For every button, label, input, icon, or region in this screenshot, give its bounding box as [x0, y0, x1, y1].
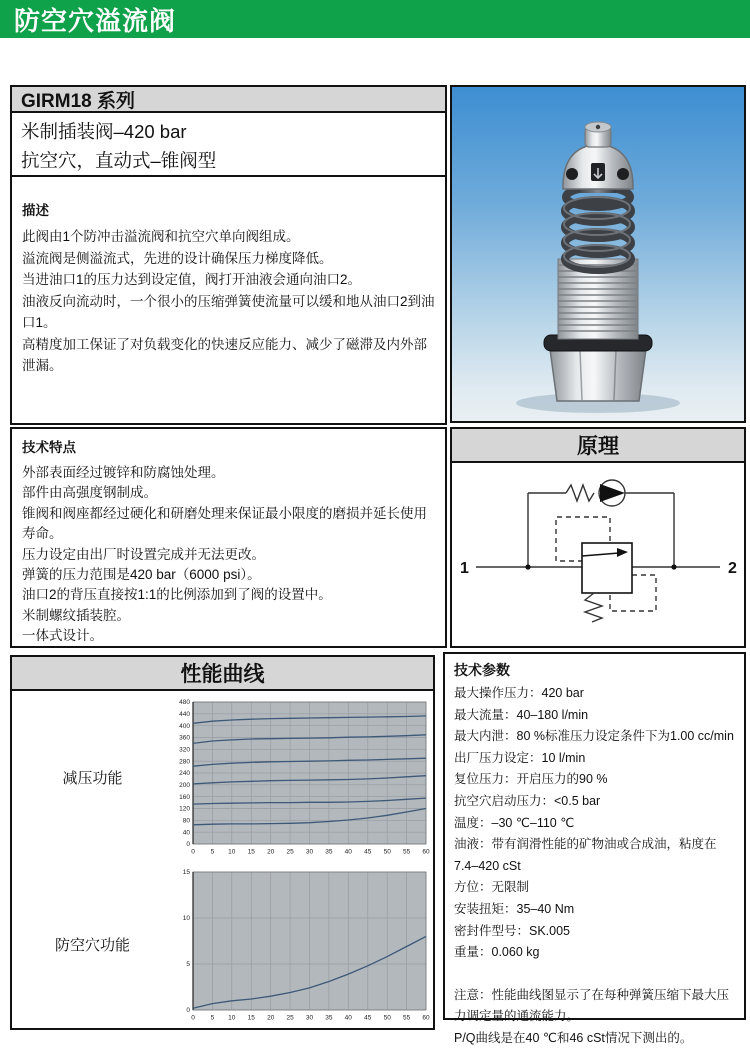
description-line: 此阀由1个防冲击溢流阀和抗空穴单向阀组成。	[22, 229, 300, 244]
parameters-box	[443, 652, 746, 1045]
features-lines	[22, 463, 435, 647]
svg-text:5: 5	[210, 1014, 215, 1021]
svg-text:0: 0	[186, 841, 190, 849]
svg-text:40: 40	[344, 848, 352, 856]
svg-text:45: 45	[364, 1014, 372, 1021]
series-title: GIRM18 系列	[21, 90, 136, 112]
subtitle-line-1: 米制插装阀–420 bar	[21, 121, 187, 142]
svg-text:60: 60	[422, 1014, 430, 1021]
anti-cavitation-chart	[173, 867, 429, 1023]
svg-text:50: 50	[383, 1014, 391, 1021]
svg-text:5: 5	[210, 848, 215, 856]
svg-text:30: 30	[305, 848, 314, 856]
svg-text:80: 80	[182, 817, 190, 825]
anticavitation-chart-row	[12, 863, 433, 1026]
svg-text:55: 55	[402, 848, 411, 856]
parameter-line: 出厂压力设定：10 l/min	[454, 750, 586, 765]
relief-chart-row	[12, 691, 433, 863]
svg-text:10: 10	[228, 1014, 236, 1021]
valve-product-photo	[452, 91, 744, 421]
svg-text:60: 60	[422, 848, 430, 856]
svg-text:0: 0	[191, 1014, 195, 1021]
features-line: 一体式设计。	[22, 628, 103, 644]
parameter-line: 油液：带有润滑性能的矿物油或合成油，粘度在7.4–420 cSt	[454, 837, 717, 873]
page-header-bar	[0, 0, 750, 38]
svg-text:40: 40	[182, 829, 190, 837]
parameter-line: 温度：–30 ℃–110 ℃	[454, 815, 575, 830]
svg-text:280: 280	[179, 758, 190, 766]
description-line: 溢流阀是侧溢流式，先进的设计确保压力梯度降低。	[22, 250, 333, 266]
product-photo-box	[450, 85, 746, 423]
features-line: 压力设定由出厂时设置完成并无法更改。	[22, 546, 265, 562]
performance-title: 性能曲线	[180, 663, 265, 686]
subtitle-line-2: 抗空穴，直动式–锥阀型	[21, 150, 217, 171]
features-line: 油口2的背压直接按1:1的比例添加到了阀的设置中。	[22, 587, 332, 603]
parameter-line: 复位压力：开启压力的90 %	[454, 772, 608, 787]
anticavitation-chart-label: 防空穴功能	[54, 937, 130, 954]
svg-text:15: 15	[247, 848, 255, 856]
note-line: P/Q曲线是在40 ℃和46 cSt情况下测出的。	[454, 1030, 693, 1045]
parameter-line: 抗空穴启动压力：<0.5 bar	[454, 793, 601, 808]
performance-header	[12, 657, 433, 691]
svg-text:360: 360	[179, 734, 190, 742]
parameters-heading: 技术参数	[454, 662, 510, 678]
note-line: 注意：性能曲线图显示了在每种弹簧压缩下最大压力调定量的通流能力。	[454, 987, 730, 1024]
svg-text:480: 480	[179, 699, 190, 707]
svg-text:35: 35	[325, 1014, 333, 1021]
port-2-label: 2	[728, 560, 737, 577]
features-line: 锥阀和阀座都经过硬化和研磨处理来保证最小限度的磨损并延长使用寿命。	[22, 505, 427, 542]
svg-text:40: 40	[344, 1014, 352, 1021]
features-box	[10, 427, 447, 648]
hex-nut	[550, 349, 646, 401]
parameter-line: 最大内泄：80 %标准压力设定条件下为1.00 cc/min	[454, 729, 734, 744]
svg-text:120: 120	[179, 805, 190, 813]
relief-chart-label: 减压功能	[62, 769, 123, 787]
features-line: 弹簧的压力范围是420 bar（6000 psi）。	[22, 567, 261, 583]
description-line: 油液反向流动时，一个很小的压缩弹簧使流量可以缓和地从油口2到油口1。	[22, 293, 435, 330]
svg-text:5: 5	[186, 960, 190, 968]
subtitle-box	[10, 111, 447, 177]
svg-text:15: 15	[182, 868, 190, 876]
parameter-line: 最大流量：40–180 l/min	[454, 707, 589, 722]
principle-box	[450, 427, 746, 648]
description-line: 当进油口1的压力达到设定值，阀打开油液会通向油口2。	[22, 272, 362, 287]
description-heading: 描述	[22, 203, 49, 218]
svg-text:15: 15	[247, 1014, 255, 1021]
description-box	[10, 175, 447, 425]
note-lines	[454, 985, 735, 1050]
features-heading: 技术特点	[22, 440, 76, 455]
page-title: 防空穴溢流阀	[14, 5, 177, 36]
svg-text:30: 30	[305, 1014, 314, 1021]
port-1-label: 1	[460, 560, 469, 577]
parameter-line: 安装扭矩：35–40 Nm	[454, 901, 575, 916]
svg-text:25: 25	[286, 848, 294, 856]
description-line: 高精度加工保证了对负载变化的快速反应能力、减少了磁滞及内外部泄漏。	[22, 336, 427, 373]
features-line: 部件由高强度钢制成。	[22, 485, 157, 501]
parameter-line: 重量：0.060 kg	[454, 945, 540, 960]
principle-title: 原理	[577, 435, 619, 458]
svg-text:45: 45	[364, 848, 372, 856]
series-header-box	[10, 85, 447, 113]
parameter-line: 方位：无限制	[454, 880, 530, 895]
parameters-lines	[454, 683, 735, 964]
svg-text:200: 200	[179, 782, 190, 789]
svg-text:160: 160	[179, 793, 190, 801]
svg-text:10: 10	[182, 914, 190, 922]
hydraulic-schematic	[452, 463, 744, 646]
principle-header	[452, 429, 744, 463]
check-valve-arrow	[600, 484, 625, 502]
svg-text:400: 400	[179, 722, 190, 730]
svg-text:55: 55	[402, 1014, 411, 1021]
svg-text:10: 10	[228, 848, 236, 856]
svg-text:440: 440	[179, 711, 190, 718]
parameter-line: 最大操作压力：420 bar	[454, 686, 584, 700]
svg-text:25: 25	[286, 1014, 294, 1021]
description-lines	[22, 226, 435, 377]
svg-text:240: 240	[179, 770, 190, 778]
svg-text:0: 0	[186, 1006, 190, 1014]
features-line: 米制螺纹插装腔。	[22, 607, 130, 623]
svg-text:320: 320	[179, 746, 190, 754]
svg-text:35: 35	[325, 848, 333, 856]
performance-box	[10, 655, 435, 1030]
relief-valve-symbol	[582, 543, 632, 593]
spring-symbol	[585, 593, 602, 622]
relief-function-chart	[173, 697, 429, 857]
parameter-line: 密封件型号：SK.005	[454, 923, 571, 938]
features-line: 外部表面经过镀锌和防腐蚀处理。	[22, 465, 225, 480]
svg-text:20: 20	[267, 1014, 275, 1021]
svg-text:0: 0	[191, 848, 195, 856]
svg-text:50: 50	[383, 848, 391, 856]
svg-text:20: 20	[267, 848, 275, 856]
